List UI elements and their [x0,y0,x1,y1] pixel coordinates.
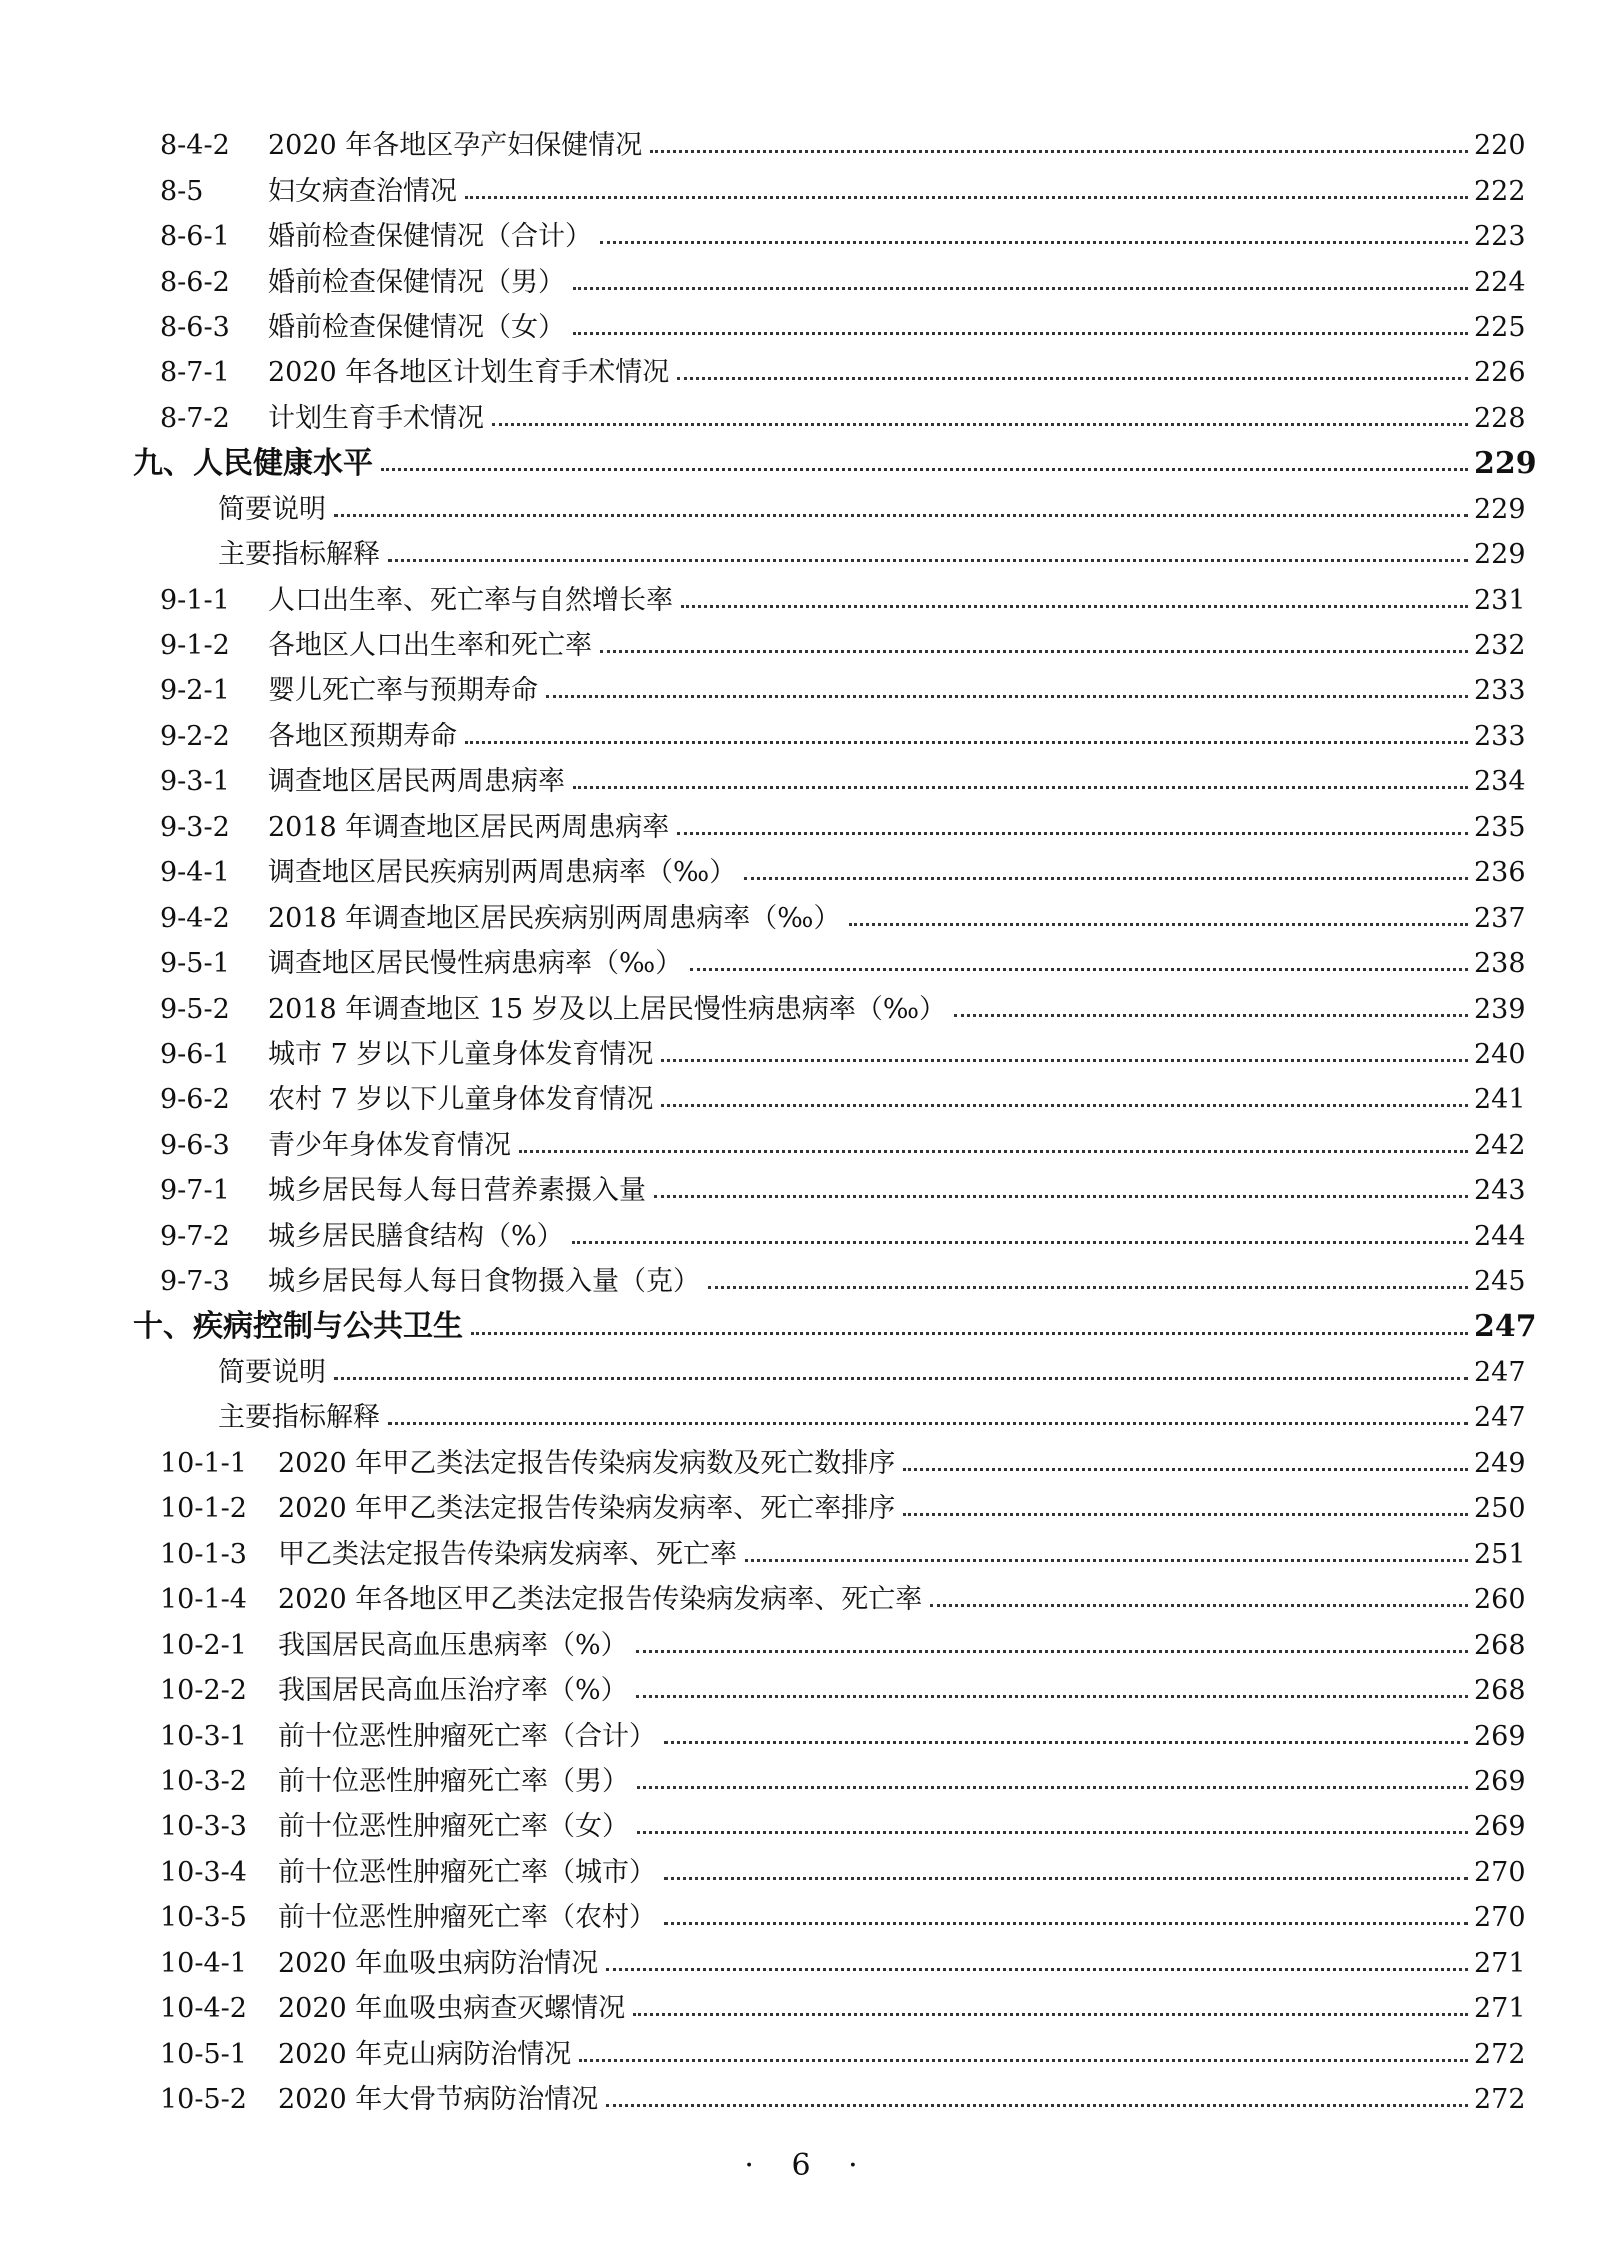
toc-entry [0,2077,1616,2122]
toc-entry-number: 8-6-2 [160,266,230,298]
toc-chapter [0,1304,1616,1349]
toc-entry-page: 234 [1474,766,1526,798]
toc-entry-number: 8-7-2 [160,402,230,434]
dot-leader [465,196,1468,199]
dot-leader [600,650,1468,653]
toc-entry-page: 229 [1474,539,1526,571]
toc-subsection [0,1395,1616,1440]
dot-leader [633,2013,1468,2016]
dot-leader [650,150,1468,153]
toc-entry-page: 236 [1474,857,1526,889]
toc-entry-title: 前十位恶性肿瘤死亡率（女） [278,1811,629,1843]
toc-entry-page: 232 [1474,630,1526,662]
toc-entry-page: 226 [1474,357,1526,389]
toc-entry-page: 225 [1474,311,1526,343]
dot-leader [954,1014,1468,1017]
toc-chapter [0,441,1616,486]
toc-entry-page: 243 [1474,1175,1526,1207]
toc-entry-title: 我国居民高血压患病率（%） [278,1629,628,1661]
toc-entry-page: 269 [1474,1720,1526,1752]
toc-entry-title: 十、疾病控制与公共卫生 [133,1309,463,1345]
toc-entry-page: 271 [1474,1993,1526,2025]
toc-entry-page: 222 [1474,175,1526,207]
toc-entry-title: 2020 年各地区甲乙类法定报告传染病发病率、死亡率 [278,1584,923,1616]
toc-entry-title: 前十位恶性肿瘤死亡率（城市） [278,1856,656,1888]
toc-entry-title: 调查地区居民慢性病患病率（‰） [268,948,683,980]
toc-entry-page: 244 [1474,1220,1526,1252]
toc-entry-title: 前十位恶性肿瘤死亡率（男） [278,1765,629,1797]
toc-entry [0,1986,1616,2031]
toc-entry-title: 2020 年血吸虫病防治情况 [278,1947,599,1979]
toc-entry-page: 233 [1474,720,1526,752]
toc-entry-page: 247 [1474,1402,1526,1434]
toc-entry-title: 2018 年调查地区 15 岁及以上居民慢性病患病率（‰） [268,993,947,1025]
toc-entry-page: 240 [1474,1038,1526,1070]
toc-entry [0,850,1616,895]
toc-entry [0,350,1616,395]
toc-entry [0,1486,1616,1531]
toc-entry-number: 9-4-2 [160,902,230,934]
dot-leader [334,514,1468,517]
toc-entry-title: 2020 年各地区计划生育手术情况 [268,357,670,389]
toc-entry-number: 9-1-1 [160,584,230,616]
toc-entry-page: 268 [1474,1675,1526,1707]
dot-leader [579,2059,1468,2062]
toc-entry-title: 城市 7 岁以下儿童身体发育情况 [268,1038,654,1070]
toc-entry-number: 10-1-2 [160,1493,247,1525]
toc-entry-title: 2020 年大骨节病防治情况 [278,2084,599,2116]
toc-entry [0,214,1616,259]
toc-entry-number: 10-4-2 [160,1993,247,2025]
toc-entry-number: 9-6-2 [160,1084,230,1116]
toc-entry-page: 268 [1474,1629,1526,1661]
toc-entry-number: 10-3-2 [160,1765,247,1797]
toc-entry-number: 10-4-1 [160,1947,247,1979]
dot-leader [744,877,1468,880]
toc-entry [0,1759,1616,1804]
toc-entry [0,1532,1616,1577]
toc-entry-title: 婴儿死亡率与预期寿命 [268,675,538,707]
toc-entry [0,1077,1616,1122]
dot-leader [572,1241,1468,1244]
toc-entry-title: 计划生育手术情况 [268,402,484,434]
dot-leader [903,1513,1468,1516]
toc-entry-title: 九、人民健康水平 [133,445,373,481]
toc-entry [0,941,1616,986]
toc-entry-number: 9-6-3 [160,1129,230,1161]
toc-entry [0,623,1616,668]
toc-entry-title: 2020 年甲乙类法定报告传染病发病率、死亡率排序 [278,1493,896,1525]
toc-entry-number: 10-2-2 [160,1675,247,1707]
toc-entry-title: 2018 年调查地区居民疾病别两周患病率（‰） [268,902,841,934]
dot-leader [388,1422,1468,1425]
dot-leader [661,1104,1468,1107]
toc-entry-number: 10-5-1 [160,2038,247,2070]
toc-entry [0,305,1616,350]
toc-entry-title: 城乡居民每人每日营养素摄入量 [268,1175,646,1207]
dot-leader [677,832,1468,835]
dot-leader [471,1332,1468,1335]
toc-entry-number: 8-4-2 [160,130,230,162]
toc-entry-page: 242 [1474,1129,1526,1161]
toc-entry-number: 9-1-2 [160,630,230,662]
dot-leader [690,968,1468,971]
toc-entry [0,895,1616,940]
toc-entry [0,1804,1616,1849]
toc-entry-page: 231 [1474,584,1526,616]
toc-entry-title: 我国居民高血压治疗率（%） [278,1675,628,1707]
toc-entry-number: 9-4-1 [160,857,230,889]
toc-entry-number: 10-3-1 [160,1720,247,1752]
toc-entry-page: 238 [1474,948,1526,980]
page-number: · 6 · [744,2148,872,2183]
toc-entry-number: 9-7-1 [160,1175,230,1207]
toc-entry-page: 272 [1474,2038,1526,2070]
dot-leader [606,2104,1468,2107]
dot-leader [664,1741,1468,1744]
toc-entry [0,1259,1616,1304]
dot-leader [636,1650,1468,1653]
dot-leader [388,559,1468,562]
toc-entry-page: 229 [1474,445,1537,481]
toc-entry-page: 245 [1474,1266,1526,1298]
toc-entry-number: 10-1-3 [160,1538,247,1570]
toc-entry-page: 270 [1474,1902,1526,1934]
toc-entry-page: 223 [1474,221,1526,253]
toc-entry [0,1713,1616,1758]
toc-entry-title: 简要说明 [218,493,326,525]
toc-entry-title: 2020 年各地区孕产妇保健情况 [268,130,643,162]
toc-entry-title: 人口出生率、死亡率与自然增长率 [268,584,673,616]
toc-entry-number: 8-7-1 [160,357,230,389]
toc-entry-number: 10-3-4 [160,1856,247,1888]
toc-entry-title: 主要指标解释 [218,1402,380,1434]
toc-entry-number: 9-6-1 [160,1038,230,1070]
toc-entry-number: 9-3-2 [160,811,230,843]
toc-entry [0,1850,1616,1895]
dot-leader [654,1195,1468,1198]
dot-leader [677,377,1468,380]
toc-entry-number: 8-6-1 [160,221,230,253]
toc-entry-page: 228 [1474,402,1526,434]
toc-entry [0,259,1616,304]
toc-entry-number: 10-3-5 [160,1902,247,1934]
toc-entry [0,168,1616,213]
dot-leader [637,1786,1468,1789]
toc-entry [0,1168,1616,1213]
dot-leader [573,287,1468,290]
toc-entry-number: 9-5-2 [160,993,230,1025]
dot-leader [573,786,1468,789]
toc-entry [0,1941,1616,1986]
toc-entry-page: 271 [1474,1947,1526,1979]
dot-leader [492,423,1468,426]
toc-entry-number: 9-7-3 [160,1266,230,1298]
dot-leader [573,332,1468,335]
toc-entry-number: 10-2-1 [160,1629,247,1661]
toc-entry-title: 农村 7 岁以下儿童身体发育情况 [268,1084,654,1116]
toc-entry [0,1214,1616,1259]
toc-entry-page: 251 [1474,1538,1526,1570]
dot-leader [519,1150,1468,1153]
toc-entry-number: 9-2-2 [160,720,230,752]
dot-leader [637,1831,1468,1834]
toc-entry-title: 婚前检查保健情况（女） [268,311,565,343]
toc-entry-page: 239 [1474,993,1526,1025]
dot-leader [546,695,1468,698]
toc-entry-title: 2018 年调查地区居民两周患病率 [268,811,670,843]
toc-entry-page: 269 [1474,1765,1526,1797]
toc-entry-page: 229 [1474,493,1526,525]
toc-subsection [0,532,1616,577]
toc-entry [0,1668,1616,1713]
toc-entry-title: 调查地区居民疾病别两周患病率（‰） [268,857,737,889]
toc-entry-number: 8-6-3 [160,311,230,343]
dot-leader [636,1695,1468,1698]
toc-entry-title: 主要指标解释 [218,539,380,571]
toc-entry-page: 250 [1474,1493,1526,1525]
toc-entry [0,986,1616,1031]
toc-entry-page: 233 [1474,675,1526,707]
toc-entry [0,1577,1616,1622]
toc-entry [0,577,1616,622]
toc-entry-page: 249 [1474,1447,1526,1479]
toc-entry [0,805,1616,850]
toc-entry-title: 前十位恶性肿瘤死亡率（农村） [278,1902,656,1934]
toc-entry-title: 甲乙类法定报告传染病发病率、死亡率 [278,1538,737,1570]
toc-subsection [0,487,1616,532]
toc-entry-title: 妇女病查治情况 [268,175,457,207]
toc-entry [0,668,1616,713]
dot-leader [745,1559,1468,1562]
dot-leader [334,1377,1468,1380]
dot-leader [664,1877,1468,1880]
toc-entry-number: 9-5-1 [160,948,230,980]
toc-entry-page: 270 [1474,1856,1526,1888]
dot-leader [664,1922,1468,1925]
toc-entry-title: 婚前检查保健情况（男） [268,266,565,298]
dot-leader [661,1059,1468,1062]
toc-entry-page: 260 [1474,1584,1526,1616]
toc-entry [0,123,1616,168]
toc-entry-number: 9-2-1 [160,675,230,707]
toc-entry-page: 247 [1474,1309,1537,1345]
toc-entry-title: 前十位恶性肿瘤死亡率（合计） [278,1720,656,1752]
toc-entry [0,1123,1616,1168]
toc-entry-page: 241 [1474,1084,1526,1116]
toc-entry-number: 9-3-1 [160,766,230,798]
toc-entry-title: 城乡居民膳食结构（%） [268,1220,564,1252]
toc-entry-title: 2020 年甲乙类法定报告传染病发病数及死亡数排序 [278,1447,896,1479]
toc-entry-title: 婚前检查保健情况（合计） [268,221,592,253]
dot-leader [903,1468,1468,1471]
toc-entry-number: 8-5 [160,175,204,207]
toc-entry-title: 2020 年血吸虫病查灭螺情况 [278,1993,626,2025]
toc-entry-number: 10-5-2 [160,2084,247,2116]
toc-entry-page: 237 [1474,902,1526,934]
toc-entry [0,1441,1616,1486]
dot-leader [681,605,1468,608]
toc-entry-page: 224 [1474,266,1526,298]
table-of-contents [0,123,1616,2122]
toc-entry [0,759,1616,804]
toc-entry [0,396,1616,441]
toc-entry-title: 各地区预期寿命 [268,720,457,752]
toc-entry [0,1622,1616,1667]
toc-entry-page: 272 [1474,2084,1526,2116]
dot-leader [930,1604,1468,1607]
toc-entry [0,2031,1616,2076]
toc-entry-title: 青少年身体发育情况 [268,1129,511,1161]
toc-entry-number: 10-3-3 [160,1811,247,1843]
toc-entry-title: 各地区人口出生率和死亡率 [268,630,592,662]
dot-leader [381,468,1468,471]
toc-entry [0,714,1616,759]
dot-leader [600,241,1468,244]
toc-entry-number: 9-7-2 [160,1220,230,1252]
toc-entry-page: 269 [1474,1811,1526,1843]
toc-entry [0,1895,1616,1940]
toc-entry-page: 247 [1474,1357,1526,1389]
toc-entry [0,1032,1616,1077]
toc-entry-number: 10-1-1 [160,1447,247,1479]
dot-leader [708,1286,1468,1289]
toc-entry-page: 235 [1474,811,1526,843]
dot-leader [606,1968,1468,1971]
toc-subsection [0,1350,1616,1395]
dot-leader [849,923,1468,926]
toc-entry-number: 10-1-4 [160,1584,247,1616]
dot-leader [465,741,1468,744]
toc-entry-title: 2020 年克山病防治情况 [278,2038,572,2070]
toc-entry-page: 220 [1474,130,1526,162]
toc-entry-title: 城乡居民每人每日食物摄入量（克） [268,1266,700,1298]
toc-entry-title: 调查地区居民两周患病率 [268,766,565,798]
toc-entry-title: 简要说明 [218,1357,326,1389]
